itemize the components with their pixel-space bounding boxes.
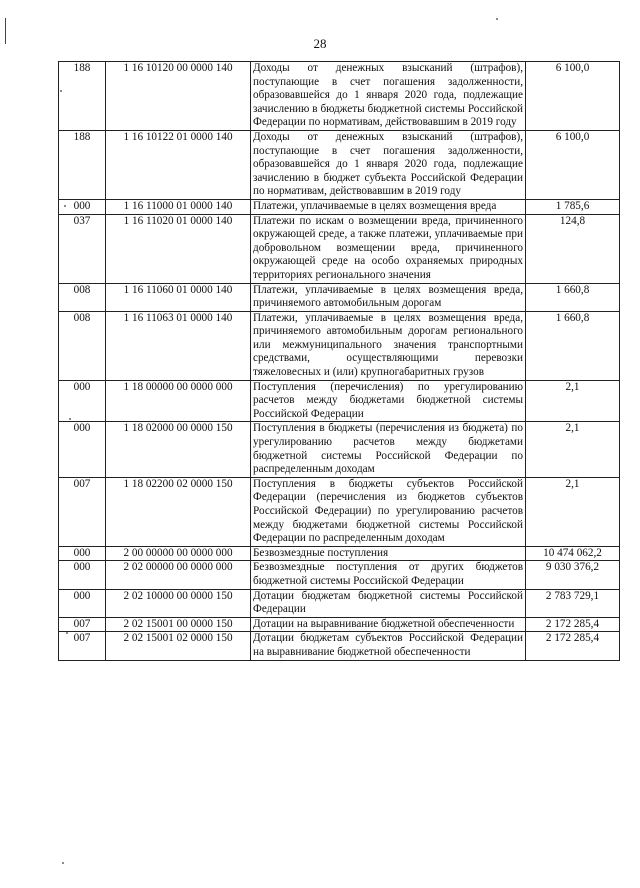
revenue-name-cell: Безвозмездные поступления xyxy=(251,546,526,561)
admin-code-cell: 188 xyxy=(59,130,106,199)
budget-classification-code-cell: 2 02 00000 00 0000 000 xyxy=(106,561,251,589)
table-row xyxy=(59,311,620,380)
revenue-name-cell: Платежи, уплачиваемые в целях возмещения вреда xyxy=(251,199,526,214)
revenue-name-cell: Доходы от денежных взысканий (штрафов), поступающие в счет погашения задолженности, образовавшейся до 1 января 2020 года, подлежащие зачислению в бюджеты бюджетной системы Российской Федерации по нормативам, действовавшим в 2019 году xyxy=(251,62,526,131)
revenue-name-cell: Платежи, уплачиваемые в целях возмещения вреда, причиняемого автомобильным дорогам xyxy=(251,283,526,311)
amount-cell: 2 783 729,1 xyxy=(526,589,620,617)
revenue-name-cell: Платежи по искам о возмещении вреда, причиненного окружающей среде, а также платежи, уплачиваемые при добровольном возмещении вреда, причиненного окружающей среде на особо охраняемых природных территориях регионального значения xyxy=(251,214,526,283)
amount-cell: 1 660,8 xyxy=(526,283,620,311)
table-row xyxy=(59,632,620,660)
budget-classification-code-cell: 1 16 11020 01 0000 140 xyxy=(106,214,251,283)
amount-cell: 1 785,6 xyxy=(526,199,620,214)
budget-classification-code-cell: 2 02 15001 02 0000 150 xyxy=(106,632,251,660)
revenue-name-cell: Поступления в бюджеты субъектов Российской Федерации (перечисления из бюджетов субъектов Российской Федерации) по урегулированию расчетов между бюджетами бюджетной системы Российской Федерации по распределенным доходам xyxy=(251,477,526,546)
table-row xyxy=(59,617,620,632)
revenue-name-cell: Дотации бюджетам субъектов Российской Федерации на выравнивание бюджетной обеспеченности xyxy=(251,632,526,660)
table-row xyxy=(59,546,620,561)
admin-code-cell: 000 xyxy=(59,199,106,214)
budget-classification-code-cell: 1 16 11063 01 0000 140 xyxy=(106,311,251,380)
admin-code-cell: 000 xyxy=(59,589,106,617)
revenue-name-cell: Платежи, уплачиваемые в целях возмещения вреда, причиняемого автомобильным дорогам регионального или межмуниципального значения транспортными средствами, осуществляющими перевозки тяжеловесных и (или) крупногабаритных грузов xyxy=(251,311,526,380)
table-row xyxy=(59,130,620,199)
budget-classification-code-cell: 1 18 02000 00 0000 150 xyxy=(106,422,251,477)
budget-classification-code-cell: 1 16 10122 01 0000 140 xyxy=(106,130,251,199)
scan-speck xyxy=(66,632,68,634)
budget-classification-code-cell: 1 18 00000 00 0000 000 xyxy=(106,380,251,422)
amount-cell: 2,1 xyxy=(526,477,620,546)
admin-code-cell: 037 xyxy=(59,214,106,283)
budget-classification-code-cell: 1 16 11060 01 0000 140 xyxy=(106,283,251,311)
table-body xyxy=(59,62,620,661)
table-row xyxy=(59,422,620,477)
budget-classification-code-cell: 1 16 11000 01 0000 140 xyxy=(106,199,251,214)
amount-cell: 9 030 376,2 xyxy=(526,561,620,589)
scan-speck xyxy=(69,418,71,420)
page-number: 28 xyxy=(313,36,327,51)
revenue-name-cell: Дотации на выравнивание бюджетной обеспеченности xyxy=(251,617,526,632)
scan-speck xyxy=(62,862,64,864)
table-row xyxy=(59,561,620,589)
revenue-name-cell: Дотации бюджетам бюджетной системы Российской Федерации xyxy=(251,589,526,617)
admin-code-cell: 007 xyxy=(59,632,106,660)
table-row xyxy=(59,477,620,546)
table-row xyxy=(59,380,620,422)
amount-cell: 10 474 062,2 xyxy=(526,546,620,561)
admin-code-cell: 007 xyxy=(59,477,106,546)
revenue-name-cell: Поступления (перечисления) по урегулированию расчетов между бюджетами бюджетной системы Российской Федерации xyxy=(251,380,526,422)
admin-code-cell: 000 xyxy=(59,380,106,422)
amount-cell: 2,1 xyxy=(526,422,620,477)
admin-code-cell: 000 xyxy=(59,546,106,561)
table-row xyxy=(59,589,620,617)
admin-code-cell: 008 xyxy=(59,311,106,380)
admin-code-cell: 188 xyxy=(59,62,106,131)
scan-speck xyxy=(60,90,62,92)
budget-classification-code-cell: 2 00 00000 00 0000 000 xyxy=(106,546,251,561)
table-row xyxy=(59,214,620,283)
admin-code-cell: 000 xyxy=(59,422,106,477)
admin-code-cell: 008 xyxy=(59,283,106,311)
amount-cell: 2 172 285,4 xyxy=(526,617,620,632)
budget-classification-code-cell: 1 16 10120 00 0000 140 xyxy=(106,62,251,131)
admin-code-cell: 000 xyxy=(59,561,106,589)
table-row xyxy=(59,199,620,214)
revenue-name-cell: Доходы от денежных взысканий (штрафов), поступающие в счет погашения задолженности, образовавшейся до 1 января 2020 года, подлежащие зачислению в бюджет субъекта Российской Федерации по нормативам, действовавшим в 2019 году xyxy=(251,130,526,199)
scan-speck xyxy=(496,18,498,20)
table-row xyxy=(59,62,620,131)
amount-cell: 2 172 285,4 xyxy=(526,632,620,660)
scan-speck xyxy=(64,205,66,207)
budget-classification-code-cell: 1 18 02200 02 0000 150 xyxy=(106,477,251,546)
revenue-name-cell: Поступления в бюджеты (перечисления из бюджета) по урегулированию расчетов между бюджетами бюджетной системы Российской Федерации по распределенным доходам xyxy=(251,422,526,477)
budget-classification-code-cell: 2 02 10000 00 0000 150 xyxy=(106,589,251,617)
amount-cell: 6 100,0 xyxy=(526,62,620,131)
budget-classification-code-cell: 2 02 15001 00 0000 150 xyxy=(106,617,251,632)
amount-cell: 1 660,8 xyxy=(526,311,620,380)
admin-code-cell: 007 xyxy=(59,617,106,632)
amount-cell: 124,8 xyxy=(526,214,620,283)
table-row xyxy=(59,283,620,311)
amount-cell: 6 100,0 xyxy=(526,130,620,199)
budget-revenue-table xyxy=(58,61,620,661)
amount-cell: 2,1 xyxy=(526,380,620,422)
revenue-name-cell: Безвозмездные поступления от других бюджетов бюджетной системы Российской Федерации xyxy=(251,561,526,589)
